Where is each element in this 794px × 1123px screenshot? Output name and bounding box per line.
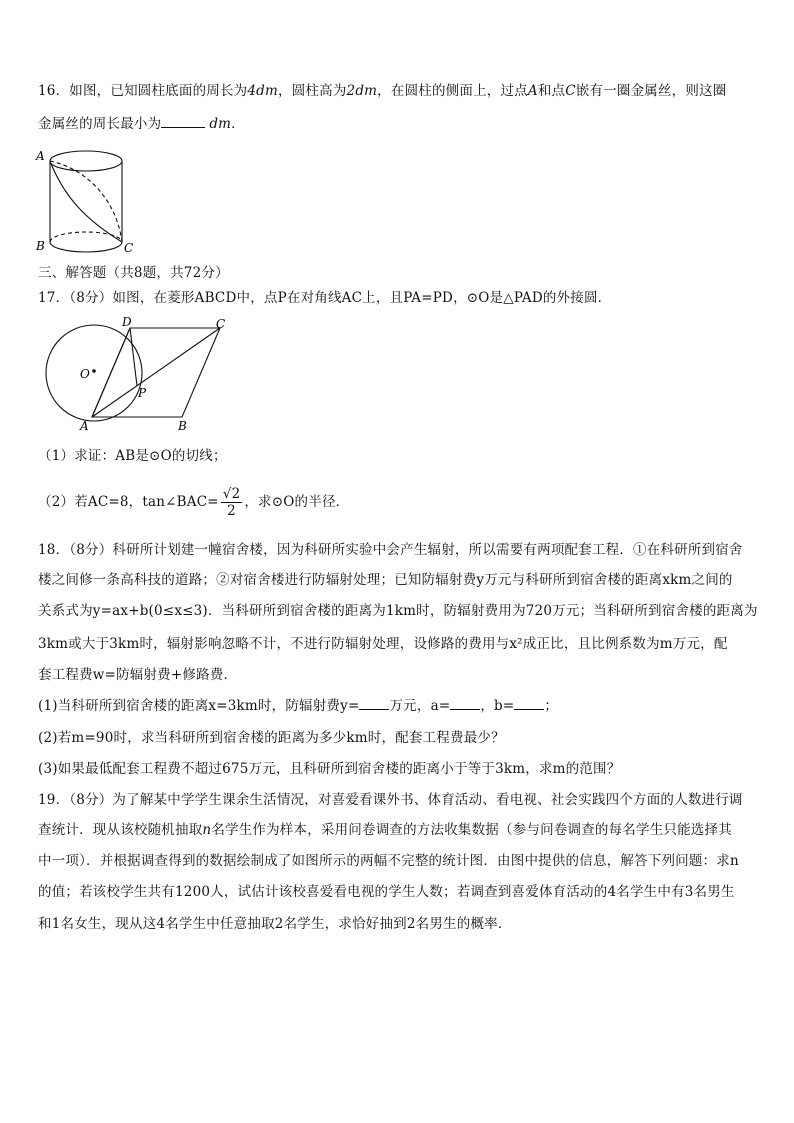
q19-line2: 查统计．现从该校随机抽取n名学生作为样本，采用问卷调查的方法收集数据（参与问卷调查的每名学生只能选择其 bbox=[38, 822, 732, 838]
q18-line5: 套工程费w=防辐射费+修路费． bbox=[38, 667, 238, 683]
answer-blank-b bbox=[514, 695, 544, 710]
q18-part2: (2)若m=90时，求当科研所到宿舍楼的距离为多少km时，配套工程费最少？ bbox=[38, 730, 505, 746]
q17-stem: 17．（8分）如图，在菱形ABCD中，点P在对角线AC上，且PA=PD，⊙O是△PAD的外接圆． bbox=[38, 290, 612, 306]
answer-blank-y bbox=[359, 695, 389, 710]
label-a: A bbox=[36, 149, 45, 163]
q18-line3: 关系式为y=ax+b(0≤x≤3)．当科研所到宿舍楼的距离为1km时，防辐射费用为720万元；当科研所到宿舍楼的距离为 bbox=[38, 603, 758, 619]
answer-blank-a bbox=[450, 695, 480, 710]
answer-blank bbox=[161, 113, 205, 128]
label-o: O bbox=[80, 367, 90, 381]
q18-part3: (3)如果最低配套工程费不超过675万元，且科研所到宿舍楼的距离小于等于3km，求m的范围？ bbox=[38, 761, 621, 777]
q18-line2: 楼之间修一条高科技的道路；②对宿舍楼进行防辐射处理；已知防辐射费y万元与科研所到宿舍楼的距离xkm之间的 bbox=[38, 572, 733, 588]
q19-line3: 中一项）．并根据调查得到的数据绘制成了如图所示的两幅不完整的统计图．由图中提供的信息，解答下列问题：求n bbox=[38, 853, 739, 869]
circumference-value: 4dm bbox=[247, 83, 279, 99]
q19-line4: 的值；若该校学生共有1200人，试估计该校喜爱看电视的学生人数；若调查到喜爱体育活动的4名学生中有3名男生 bbox=[38, 884, 735, 900]
height-value: 2dm bbox=[346, 83, 378, 99]
cylinder-top-ellipse bbox=[50, 151, 122, 171]
q17-part2: （2）若AC=8，tan∠BAC= $\frac{√2}{2}$ ，求⊙O的半径． bbox=[38, 486, 350, 519]
wire-back bbox=[50, 161, 122, 242]
q16-line1: 16．如图，已知圆柱底面的周长为4dm，圆柱高为2dm，在圆柱的侧面上，过点A和点C嵌有一圈金属丝，则这圈 bbox=[38, 83, 727, 99]
cylinder-bottom-back bbox=[50, 232, 122, 242]
q18-part1: (1)当科研所到宿舍楼的距离x=3km时，防辐射费y= 万元，a= ，b= ； bbox=[38, 691, 758, 721]
segment-dp bbox=[130, 328, 137, 386]
label-b: B bbox=[178, 419, 187, 433]
q18-line1: 18．（8分）科研所计划建一幢宿舍楼，因为科研所实验中会产生辐射，所以需要有两项配套工程．①在科研所到宿舍 bbox=[38, 542, 743, 558]
label-p: P bbox=[138, 386, 147, 400]
q18-line4: 3km或大于3km时，辐射影响忽略不计，不进行防辐射处理，设修路的费用与x²成正比，且比例系数为m万元，配 bbox=[38, 636, 728, 652]
cylinder-bottom-front bbox=[50, 242, 122, 252]
label-b: B bbox=[36, 239, 45, 253]
label-c: C bbox=[216, 317, 226, 331]
center-point bbox=[92, 369, 96, 373]
label-a: A bbox=[80, 419, 89, 433]
q17-part1: （1）求证：AB是⊙O的切线； bbox=[38, 448, 227, 464]
cylinder-figure bbox=[34, 142, 144, 260]
q19-line5: 和1名女生，现从这4名学生中任意抽取2名学生，求恰好抽到2名男生的概率． bbox=[38, 916, 512, 932]
rhombus-figure bbox=[38, 316, 238, 434]
label-c: C bbox=[124, 241, 134, 255]
q19-line1: 19．（8分）为了解某中学学生课余生活情况，对喜爱看课外书、体育活动、看电视、社会实践四个方面的人数进行调 bbox=[38, 792, 743, 808]
tan-fraction: $\frac{√2}{2}$ bbox=[222, 486, 241, 519]
label-d: D bbox=[122, 316, 132, 329]
q16-line2: 金属丝的周长最小为 dm． bbox=[38, 109, 758, 139]
wire-front bbox=[50, 161, 122, 242]
circumcircle bbox=[46, 325, 142, 421]
section-heading: 三、解答题（共8题，共72分） bbox=[38, 265, 229, 281]
